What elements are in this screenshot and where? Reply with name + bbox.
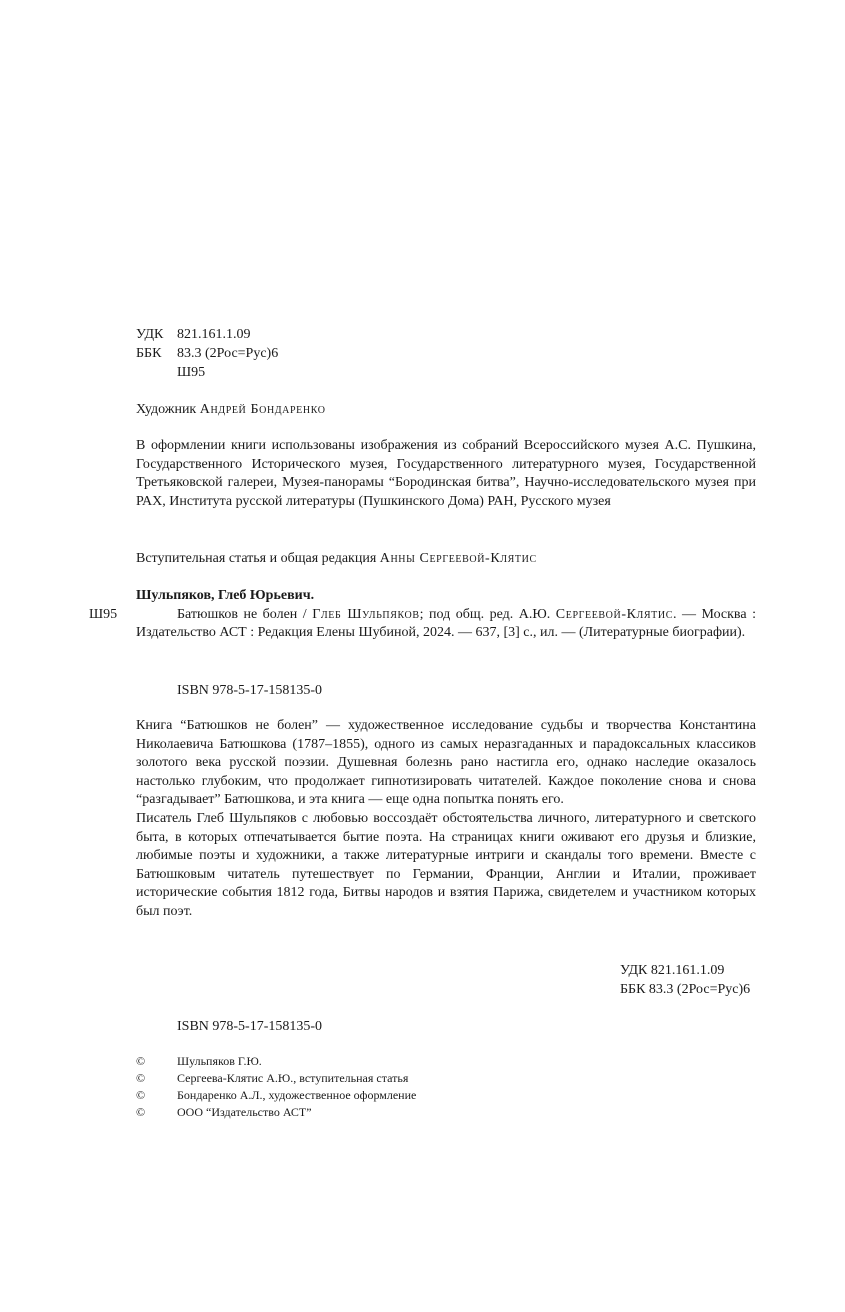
- annotation-paragraph-1: Книга “Батюшков не болен” — художественное исследование судьбы и творчества Константина Николаевича Батюшкова (1787–1855), одного из самых неразгаданных и парадоксальных классиков золотого века русской поэзии. Душевная болезнь рано настигла его, однако наследие оказалось настолько глубоким, что продолжает гипнотизировать читателей. Каждое поколение снова и снова “разгадывает” Батюшкова, и эта книга — еще одна попытка понять его.: [136, 718, 756, 808]
- intro-name: Анны Сергеевой-Клятис: [379, 551, 537, 566]
- author-mark: Ш95: [177, 365, 206, 380]
- author-mark-row: [136, 363, 756, 382]
- copyright-line: [136, 1053, 636, 1070]
- copyright-text: ООО “Издательство АСТ”: [177, 1105, 312, 1119]
- bib-rest: . — Москва : Издательство АСТ : Редакция Елены Шубиной, 2024. — 637, [3] с., ил. — (Литературные биографии).: [136, 606, 756, 641]
- bbk-label: ББК: [136, 346, 162, 361]
- artist-prefix: Художник: [136, 402, 197, 417]
- image-sources-note: В оформлении книги использованы изображения из собраний Всероссийского музея А.С. Пушкина, Государственного Исторического музея, Государственного литературного музея, Государственной Третьяковской галереи, Музея-панорамы “Бородинская битва”, Научно-исследовательского музея при РАХ, Института русской литературы (Пушкинского Дома) РАН, Русского музея: [136, 438, 756, 509]
- udk-line: УДК 821.161.1.09: [620, 963, 725, 978]
- isbn-bottom: ISBN 978-5-17-158135-0: [177, 1019, 323, 1034]
- bib-resp-mid: ; под общ. ред. А.Ю.: [419, 606, 556, 622]
- author-mark-margin: Ш95: [89, 607, 118, 622]
- bbk-row: [136, 344, 756, 363]
- copyright-symbol: ©: [136, 1054, 146, 1068]
- udk-value: 821.161.1.09: [177, 327, 251, 342]
- bib-resp-name: Глеб Шульпяков: [312, 606, 420, 622]
- copyright-line: [136, 1070, 636, 1087]
- intro-credit: [136, 550, 756, 569]
- copyright-text: Шульпяков Г.Ю.: [177, 1054, 262, 1068]
- classification-codes-right: [620, 962, 760, 999]
- intro-prefix: Вступительная статья и общая редакция: [136, 551, 377, 566]
- annotation-paragraph-2: Писатель Глеб Шульпяков с любовью воссоздаёт обстоятельства личного, литературного и светского быта, в которых отпечатывается бытие поэта. На страницах книги оживают его друзья и близкие, любимые поэты и художники, а также литературные интриги и скандалы того времени. Вместе с Батюшковым читатель путешествует по Германии, Франции, Англии и Италии, проживает исторические события 1812 года, Битвы народов и взятия Парижа, свидетелем и участником которых был поэт.: [136, 810, 756, 919]
- isbn-top: ISBN 978-5-17-158135-0: [177, 683, 323, 698]
- copyright-text: Сергеева-Клятис А.Ю., вступительная статья: [177, 1071, 409, 1085]
- copyright-line: [136, 1104, 636, 1121]
- udk-row: [136, 325, 756, 344]
- bibliographic-record: [136, 587, 756, 643]
- copyright-symbol: ©: [136, 1088, 146, 1102]
- copyright-text: Бондаренко А.Л., художественное оформление: [177, 1088, 417, 1102]
- copyright-block: [136, 1053, 636, 1121]
- bib-editor: Сергеевой-Клятис: [555, 606, 673, 622]
- copyright-symbol: ©: [136, 1071, 146, 1085]
- bib-title: Батюшков не болен /: [177, 606, 313, 622]
- udk-label: УДК: [136, 327, 164, 342]
- artist-name: Андрей Бондаренко: [199, 402, 326, 417]
- copyright-line: [136, 1087, 636, 1104]
- annotation: [136, 717, 756, 922]
- copyright-symbol: ©: [136, 1105, 146, 1119]
- bbk-value: 83.3 (2Рос=Рус)6: [177, 346, 279, 361]
- artist-credit: [136, 401, 756, 420]
- bbk-line: ББК 83.3 (2Рос=Рус)6: [620, 981, 751, 997]
- classification-codes: [136, 325, 756, 382]
- bib-description: [136, 606, 756, 643]
- bib-author: Шульпяков, Глеб Юрьевич.: [136, 588, 315, 603]
